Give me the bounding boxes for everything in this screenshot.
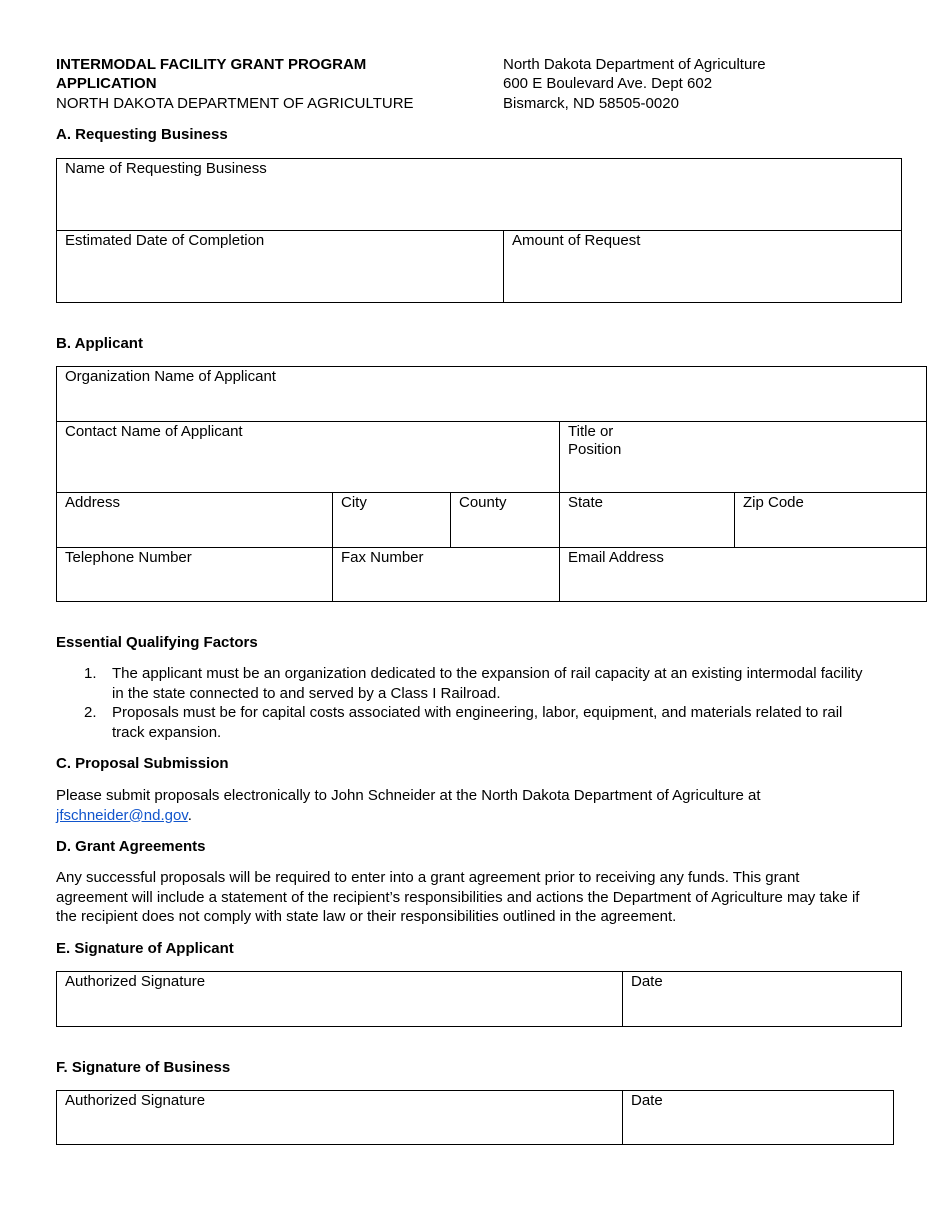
- form-subtitle: NORTH DAKOTA DEPARTMENT OF AGRICULTURE: [56, 95, 414, 112]
- factor-item: [56, 664, 906, 703]
- form-title-line1: INTERMODAL FACILITY GRANT PROGRAM: [56, 56, 367, 73]
- zip-code-field[interactable]: [734, 492, 927, 548]
- form-title-line2: APPLICATION: [56, 75, 157, 92]
- organization-name-field[interactable]: [56, 366, 927, 422]
- department-street: 600 E Boulevard Ave. Dept 602: [503, 75, 713, 92]
- submission-email-link[interactable]: jfschneider@nd.gov: [56, 806, 188, 824]
- title-position-field[interactable]: [559, 421, 927, 493]
- address-field[interactable]: [56, 492, 333, 548]
- completion-date-field[interactable]: [56, 230, 504, 303]
- county-label: County: [459, 494, 507, 511]
- submission-period: .: [187, 806, 192, 824]
- organization-name-label: Organization Name of Applicant: [65, 368, 276, 385]
- telephone-field[interactable]: [56, 547, 333, 602]
- fax-label: Fax Number: [341, 549, 424, 566]
- fax-field[interactable]: [332, 547, 560, 602]
- completion-date-label: Estimated Date of Completion: [65, 232, 265, 249]
- factor-text-line1: Proposals must be for capital costs associated with engineering, labor, equipment, and materials related to rail: [112, 704, 843, 721]
- business-signature-label: Authorized Signature: [65, 1092, 206, 1109]
- submission-instructions: Please submit proposals electronically to John Schneider at the North Dakota Department of Agriculture at: [56, 787, 761, 804]
- grant-agreements-line1: Any successful proposals will be required to enter into a grant agreement prior to receiving any funds. This grant: [56, 869, 800, 886]
- requesting-business-name-field[interactable]: [56, 158, 902, 231]
- state-label: State: [568, 494, 604, 511]
- factor-text-line2: track expansion.: [112, 723, 222, 741]
- section-d-heading: D. Grant Agreements: [56, 838, 206, 855]
- section-b-heading: B. Applicant: [56, 335, 143, 352]
- applicant-date-field[interactable]: [622, 971, 902, 1027]
- amount-of-request-field[interactable]: [503, 230, 902, 303]
- contact-name-field[interactable]: [56, 421, 560, 493]
- factor-number: 1.: [84, 665, 97, 682]
- email-label: Email Address: [568, 549, 664, 566]
- grant-agreements-line2: agreement will include a statement of the recipient’s responsibilities and actions the Department of Agriculture may take if: [56, 888, 860, 906]
- title-position-label-line1: Title or: [568, 423, 614, 440]
- grant-agreements-text: [56, 868, 906, 927]
- section-a-heading: A. Requesting Business: [56, 126, 228, 143]
- requesting-business-name-label: Name of Requesting Business: [65, 160, 267, 177]
- section-e-heading: E. Signature of Applicant: [56, 940, 234, 957]
- county-field[interactable]: [450, 492, 560, 548]
- city-field[interactable]: [332, 492, 451, 548]
- proposal-submission-text: [56, 786, 906, 825]
- email-field[interactable]: [559, 547, 927, 602]
- contact-name-label: Contact Name of Applicant: [65, 423, 243, 440]
- factor-number: 2.: [84, 704, 97, 721]
- factor-text-line2: in the state connected to and served by a Class I Railroad.: [112, 684, 501, 702]
- title-position-label-line2: Position: [568, 441, 622, 458]
- amount-of-request-label: Amount of Request: [512, 232, 641, 249]
- grant-agreements-line3: the recipient does not comply with state law or their responsibilities outlined in the agreement.: [56, 908, 677, 925]
- applicant-date-label: Date: [631, 973, 663, 990]
- business-date-field[interactable]: [622, 1090, 894, 1145]
- factor-item: [56, 703, 906, 742]
- section-f-heading: F. Signature of Business: [56, 1059, 231, 1076]
- telephone-label: Telephone Number: [65, 549, 192, 566]
- state-field[interactable]: [559, 492, 735, 548]
- department-name: North Dakota Department of Agriculture: [503, 56, 766, 73]
- factors-list: [56, 664, 906, 742]
- applicant-signature-field[interactable]: [56, 971, 623, 1027]
- section-c-heading: C. Proposal Submission: [56, 755, 229, 772]
- zip-code-label: Zip Code: [743, 494, 804, 511]
- business-date-label: Date: [631, 1092, 663, 1109]
- department-city: Bismarck, ND 58505-0020: [503, 95, 679, 112]
- factor-text-line1: The applicant must be an organization dedicated to the expansion of rail capacity at an existing intermodal facility: [112, 665, 863, 682]
- factors-heading: Essential Qualifying Factors: [56, 634, 258, 651]
- city-label: City: [341, 494, 367, 511]
- address-label: Address: [65, 494, 121, 511]
- applicant-signature-label: Authorized Signature: [65, 973, 206, 990]
- business-signature-field[interactable]: [56, 1090, 623, 1145]
